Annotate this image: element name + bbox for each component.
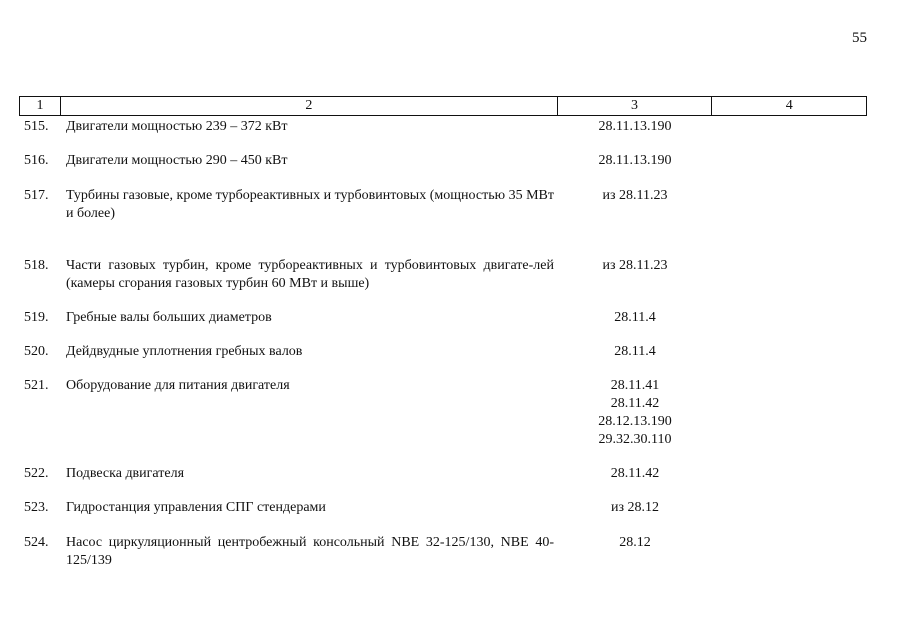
row-name: Части газовых турбин, кроме турбореактивных и турбовинтовых двигате-лей (камеры сгорания газовых турбин 60 МВт и выше): [66, 258, 554, 291]
row-number: 522.: [24, 466, 49, 481]
row-code: 28.11.13.190: [598, 119, 672, 134]
row-name: Подвеска двигателя: [66, 466, 185, 481]
row-number: 517.: [24, 188, 49, 203]
row-code: 29.32.30.110: [598, 432, 672, 447]
row-code: 28.11.41: [610, 378, 660, 393]
row-name: Гидростанция управления СПГ стендерами: [66, 500, 326, 515]
row-code: из 28.11.23: [602, 188, 668, 203]
row-codes: [560, 187, 710, 205]
row-number: 521.: [24, 378, 49, 393]
row-code: 28.12: [619, 535, 651, 550]
header-col-2: 2: [61, 97, 558, 115]
row-name: Дейдвудные уплотнения гребных валов: [66, 344, 303, 359]
row-codes: [560, 465, 710, 483]
table-header: [19, 96, 867, 116]
row-number: 519.: [24, 310, 49, 325]
row-code: 28.11.42: [610, 396, 660, 411]
page-number: 55: [852, 30, 867, 46]
header-col-1: 1: [20, 97, 61, 115]
row-codes: [560, 499, 710, 517]
row-name: Насос циркуляционный центробежный консольный NBE 32-125/130, NBE 40-125/139: [66, 535, 554, 568]
row-number: 516.: [24, 153, 49, 168]
row-code: из 28.11.23: [602, 258, 668, 273]
row-number: 520.: [24, 344, 49, 359]
row-codes: [560, 118, 710, 136]
row-name: Турбины газовые, кроме турбореактивных и турбовинтовых (мощностью 35 МВт и более): [66, 188, 554, 221]
row-name: Гребные валы больших диаметров: [66, 310, 272, 325]
row-codes: [560, 343, 710, 361]
row-number: 523.: [24, 500, 49, 515]
row-number: 524.: [24, 535, 49, 550]
row-name: Оборудование для питания двигателя: [66, 378, 290, 393]
header-col-3: 3: [558, 97, 713, 115]
row-codes: [560, 152, 710, 170]
row-number: 518.: [24, 258, 49, 273]
row-code: из 28.12: [610, 500, 660, 515]
row-codes: [560, 309, 710, 327]
row-name: Двигатели мощностью 290 – 450 кВт: [66, 153, 288, 168]
row-codes: [560, 377, 710, 449]
row-name: Двигатели мощностью 239 – 372 кВт: [66, 119, 288, 134]
header-col-4: 4: [785, 98, 793, 113]
row-codes: [560, 257, 710, 275]
row-code: 28.11.13.190: [598, 153, 672, 168]
row-number: 515.: [24, 119, 49, 134]
row-code: 28.12.13.190: [598, 414, 672, 429]
row-code: 28.11.42: [610, 466, 660, 481]
row-code: 28.11.4: [614, 310, 656, 325]
row-codes: [560, 534, 710, 552]
row-code: 28.11.4: [614, 344, 656, 359]
